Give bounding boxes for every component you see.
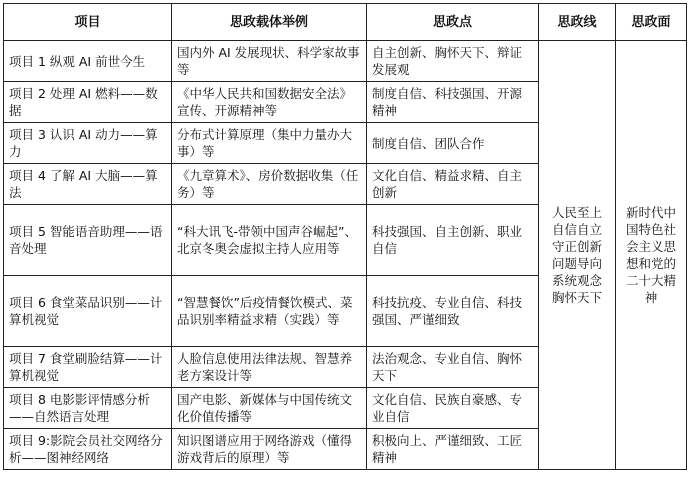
carrier-cell: “智慧餐饮”后疫情餐饮模式、菜品识别率精益求精（实践）等 (172, 276, 367, 347)
points-cell: 文化自信、民族自豪感、专业自信 (367, 388, 539, 429)
carrier-cell: 分布式计算原理（集中力量办大事）等 (172, 123, 367, 164)
header-carrier: 思政载体举例 (172, 4, 367, 41)
carrier-cell: 人脸信息使用法律法规、智慧养老方案设计等 (172, 347, 367, 388)
header-plane: 思政面 (616, 4, 687, 41)
project-cell: 项目 1 纵观 AI 前世今生 (4, 41, 172, 82)
points-cell: 制度自信、团队合作 (367, 123, 539, 164)
points-cell: 法治观念、专业自信、胸怀天下 (367, 347, 539, 388)
table-row (4, 41, 687, 82)
header-line: 思政线 (539, 4, 616, 41)
project-cell: 项目 6 食堂菜品识别——计算机视觉 (4, 276, 172, 347)
project-cell: 项目 3 认识 AI 动力——算力 (4, 123, 172, 164)
carrier-cell: “科大讯飞-带领中国声谷崛起”、北京冬奥会虚拟主持人应用等 (172, 205, 367, 276)
project-cell: 项目 8 电影影评情感分析——自然语言处理 (4, 388, 172, 429)
carrier-cell: 国产电影、新媒体与中国传统文化价值传播等 (172, 388, 367, 429)
points-cell: 自主创新、胸怀天下、辩证发展观 (367, 41, 539, 82)
carrier-cell: 《中华人民共和国数据安全法》宣传、开源精神等 (172, 82, 367, 123)
ideological-table (3, 3, 687, 470)
points-cell: 积极向上、严谨细致、工匠精神 (367, 429, 539, 470)
carrier-cell: 国内外 AI 发展现状、科学家故事等 (172, 41, 367, 82)
header-project: 项目 (4, 4, 172, 41)
points-cell: 科技强国、自主创新、职业自信 (367, 205, 539, 276)
table-container (3, 3, 686, 470)
header-points: 思政点 (367, 4, 539, 41)
header-row (4, 4, 687, 41)
project-cell: 项目 5 智能语音助理——语音处理 (4, 205, 172, 276)
line-cell: 人民至上自信自立守正创新问题导向系统观念胸怀天下 (539, 41, 616, 470)
project-cell: 项目 7 食堂刷脸结算——计算机视觉 (4, 347, 172, 388)
project-cell: 项目 2 处理 AI 燃料——数据 (4, 82, 172, 123)
carrier-cell: 《九章算术》、房价数据收集（任务）等 (172, 164, 367, 205)
carrier-cell: 知识图谱应用于网络游戏（懂得游戏背后的原理）等 (172, 429, 367, 470)
project-cell: 项目 9:影院会员社交网络分析——图神经网络 (4, 429, 172, 470)
points-cell: 文化自信、精益求精、自主创新 (367, 164, 539, 205)
points-cell: 科技抗疫、专业自信、科技强国、严谨细致 (367, 276, 539, 347)
points-cell: 制度自信、科技强国、开源精神 (367, 82, 539, 123)
project-cell: 项目 4 了解 AI 大脑——算法 (4, 164, 172, 205)
plane-cell: 新时代中国特色社会主义思想和党的二十大精神 (616, 41, 687, 470)
